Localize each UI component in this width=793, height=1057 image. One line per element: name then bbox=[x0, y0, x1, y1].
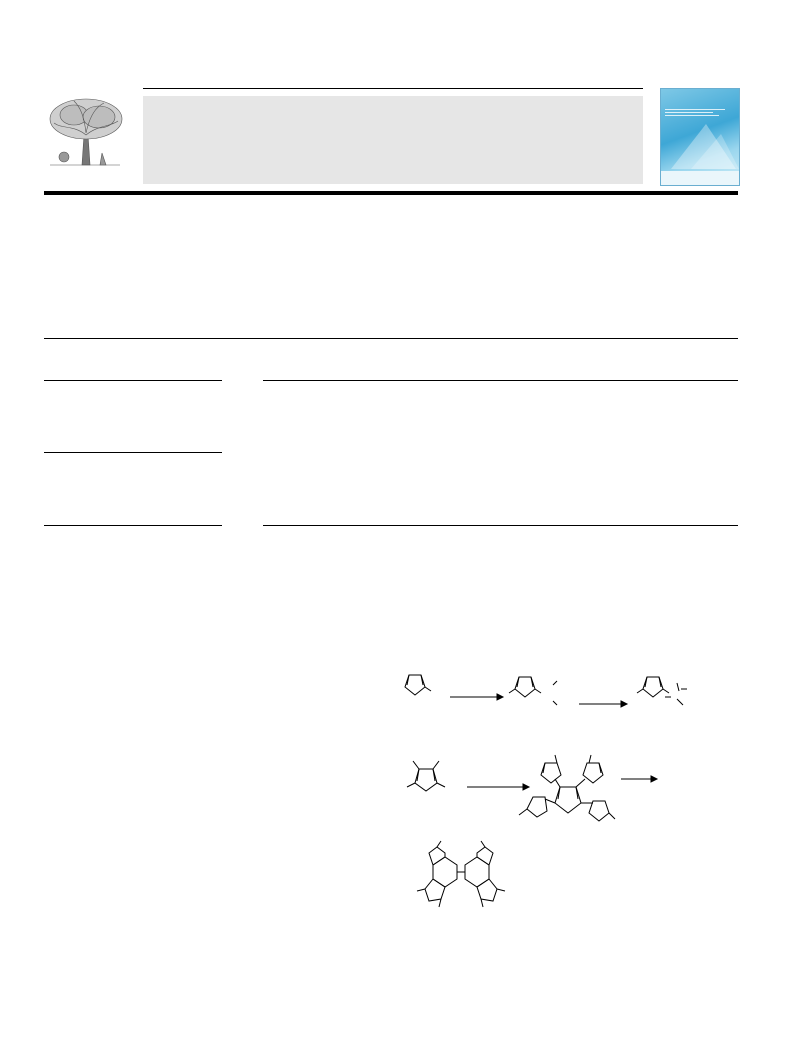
journal-banner bbox=[143, 96, 643, 184]
reaction-arrow-icon bbox=[450, 694, 503, 700]
fused-dimer-structure bbox=[417, 841, 505, 907]
thiophene-structure-2 bbox=[509, 677, 557, 705]
reaction-scheme bbox=[395, 665, 735, 925]
header-top-rule bbox=[143, 88, 643, 89]
cover-footer bbox=[661, 171, 739, 185]
journal-cover-image[interactable] bbox=[660, 88, 740, 186]
abstract-top-rule bbox=[263, 380, 738, 381]
reaction-arrow-icon bbox=[579, 701, 627, 707]
header-thick-rule bbox=[44, 191, 738, 195]
left-section-rule-3 bbox=[44, 525, 222, 526]
left-section-rule-2 bbox=[44, 452, 222, 453]
reaction-arrow-icon bbox=[621, 776, 657, 782]
publisher-logo[interactable] bbox=[44, 95, 126, 187]
reaction-arrow-icon bbox=[467, 784, 529, 790]
thiophene-structure-4 bbox=[407, 761, 445, 791]
abstract-bottom-rule bbox=[263, 525, 738, 526]
thiophene-structure-3 bbox=[637, 677, 687, 705]
cover-graphic bbox=[661, 119, 739, 171]
article-info-rule bbox=[44, 338, 738, 339]
thiophene-structure-1 bbox=[405, 675, 431, 695]
tetrathienyl-structure bbox=[519, 755, 615, 821]
left-section-rule-1 bbox=[44, 380, 222, 381]
cover-text-lines bbox=[665, 109, 725, 118]
elsevier-tree-logo bbox=[44, 95, 126, 167]
